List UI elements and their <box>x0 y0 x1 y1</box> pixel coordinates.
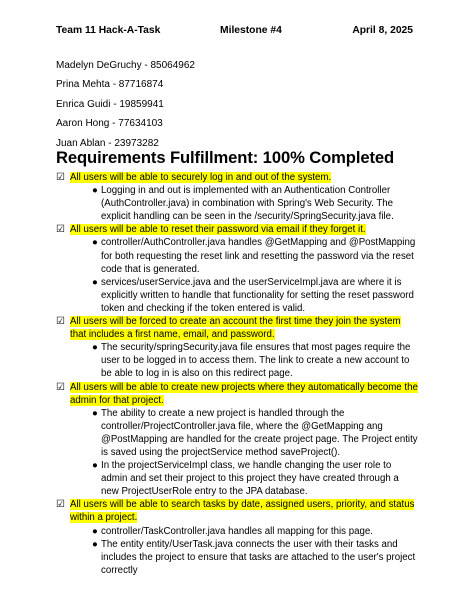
requirements-list <box>56 171 418 577</box>
page-header <box>56 25 413 39</box>
requirement-details <box>56 236 418 315</box>
detail-bullet <box>92 341 418 380</box>
requirement-text: All users will be able to reset their password via email if they forget it. <box>70 224 366 236</box>
bullet-icon: ● <box>92 185 98 197</box>
detail-text: Logging in and out is implemented with an Authentication Controller (AuthController.java) in combination with Spring's Web Security. The explicit handling can be seen in the /security/SpringSecurity.java file. <box>101 185 394 223</box>
checked-box-icon: ☑ <box>56 316 65 328</box>
bullet-icon: ● <box>92 460 98 472</box>
detail-bullet <box>92 525 418 538</box>
team-member: Aaron Hong - 77634103 <box>56 118 163 130</box>
detail-text: The security/springSecurity.java file ensures that most pages require the user to be logged in to access them. The link to create a new account to be able to log in is also on this redirect page. <box>101 342 411 380</box>
checked-box-icon: ☑ <box>56 172 65 183</box>
section-title: Requirements Fulfillment: 100% Completed <box>56 148 395 167</box>
detail-text: controller/TaskController.java handles all mapping for this page. <box>101 525 373 537</box>
requirement-details <box>56 407 418 499</box>
requirement-item <box>56 171 418 184</box>
requirement-text: All users will be able to create new projects where they automatically become the admin for that project. <box>70 381 418 406</box>
team-member: Madelyn DeGruchy - 85064962 <box>56 60 195 71</box>
document-date: April 8, 2025 <box>352 25 413 36</box>
bullet-icon: ● <box>92 538 98 550</box>
detail-text: The entity entity/UserTask.java connects the user with their tasks and includes the project to ensure that tasks are attached to the user's project correctly <box>101 538 416 576</box>
detail-text: In the projectServiceImpl class, we handle changing the user role to admin and set their project to this project they have created through a new ProjectUserRole entry to the JPA database. <box>101 460 399 498</box>
detail-text: controller/AuthController.java handles @GetMapping and @PostMapping for both requesting the reset link and resetting the password via the reset code that is generated. <box>101 237 416 275</box>
requirement-details <box>56 341 418 380</box>
detail-bullet <box>92 236 418 275</box>
team-members-list <box>56 56 195 153</box>
requirement-item <box>56 223 418 236</box>
bullet-icon: ● <box>92 407 98 419</box>
team-name: Team 11 Hack-A-Task <box>56 25 161 36</box>
requirement-item <box>56 381 418 407</box>
detail-bullet <box>92 184 418 223</box>
detail-text: The ability to create a new project is handled through the controller/ProjectController.java file, where the @GetMapping ang @PostMapping are handled for the create project page. The Project entity is saved using the projectService method saveProject(). <box>101 407 418 458</box>
detail-bullet <box>92 276 418 315</box>
team-member: Prina Mehta - 87716874 <box>56 79 164 91</box>
milestone-label: Milestone #4 <box>220 25 282 36</box>
bullet-icon: ● <box>92 237 98 249</box>
bullet-icon: ● <box>92 342 98 354</box>
detail-text: services/userService.java and the userServiceImpl.java are where it is explicitly written to handle that functionality for setting the reset password token and checking if the token entered is valid. <box>101 276 414 314</box>
requirement-item <box>56 315 418 341</box>
detail-bullet <box>92 407 418 459</box>
requirement-details <box>56 184 418 223</box>
bullet-icon: ● <box>92 276 98 288</box>
requirement-text: All users will be able to search tasks by date, assigned users, priority, and status within a project. <box>70 499 415 524</box>
detail-bullet <box>92 459 418 498</box>
team-member: Juan Ablan - 23973282 <box>56 137 159 149</box>
requirement-details <box>56 525 418 577</box>
requirement-text: All users will be able to securely log in and out of the system. <box>70 172 332 183</box>
requirement-text: All users will be forced to create an account the first time they join the system that includes a first name, email, and password. <box>70 316 401 341</box>
requirement-item <box>56 498 418 524</box>
team-member: Enrica Guidi - 19859941 <box>56 98 164 110</box>
bullet-icon: ● <box>92 525 98 537</box>
detail-bullet <box>92 538 418 577</box>
checked-box-icon: ☑ <box>56 381 65 393</box>
checked-box-icon: ☑ <box>56 499 65 511</box>
checked-box-icon: ☑ <box>56 224 65 236</box>
